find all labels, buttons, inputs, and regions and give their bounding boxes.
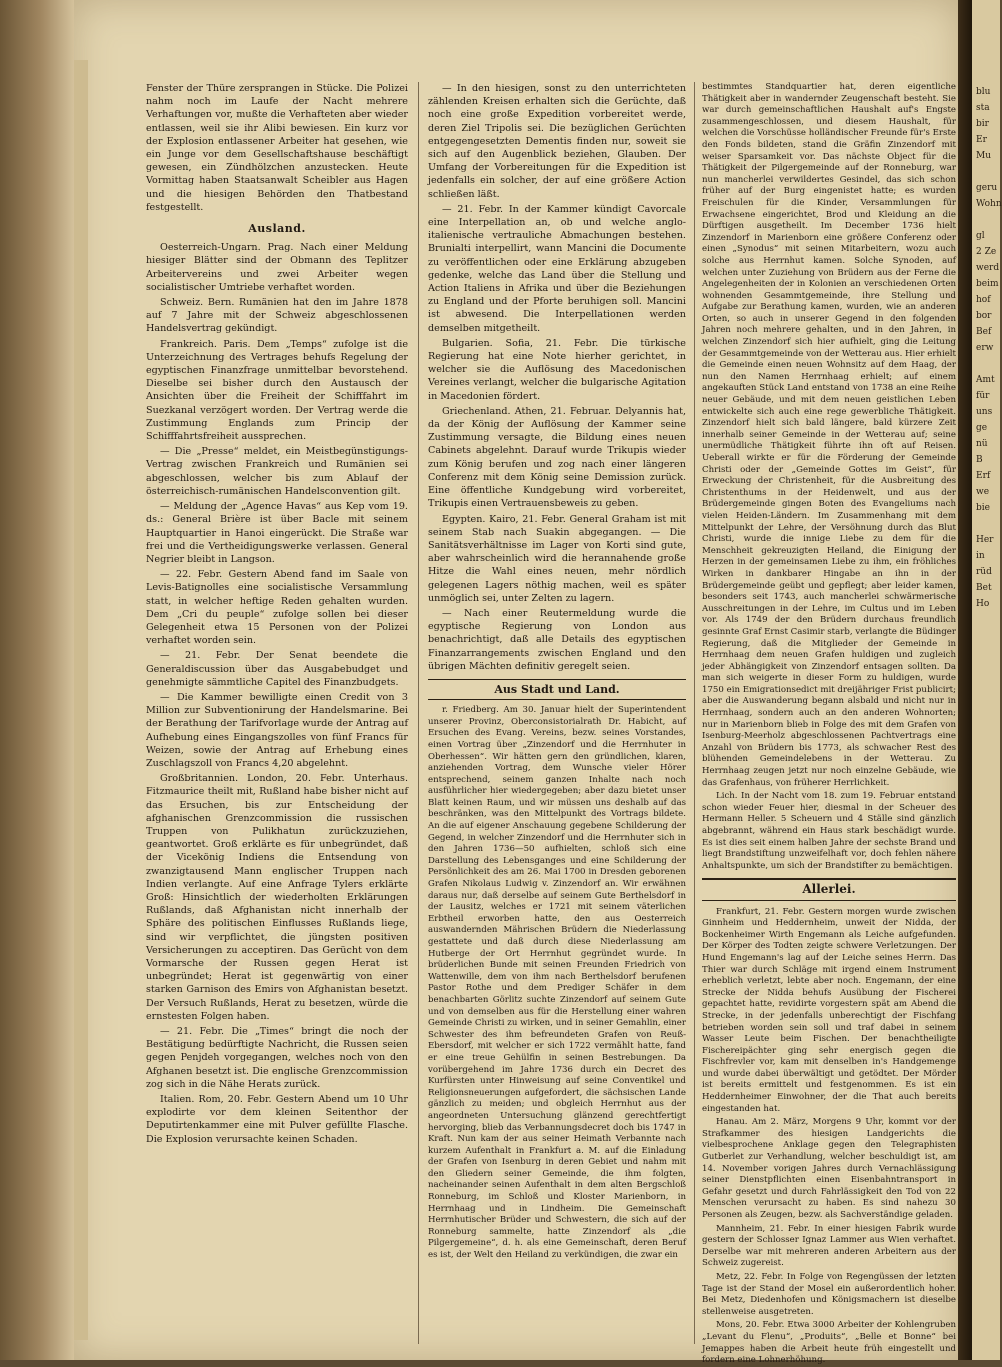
article-paragraph: bestimmtes Standquartier hat, deren eigentliche Thätigkeit aber in wandernder Zeugenschaft besteht. Sie war durch gemeinschaftlichen Haushalt auf's Engste zusammengeschlossen, und diesem Haushalt, für welchen die Vorschüsse holländischer Freunde für's Erste den Fonds bildeten, stand die Gräfin Zinzendorf mit weiser Sparsamkeit vor. Das nächste Object für die Thätigkeit der Pilgergemeinde auf der Ronneburg, war nun mancherlei verwildertes Gesindel, das sich schon früher auf der Burg eingenistet hatte; es wurden Freischulen für die Kinder, Versammlungen für Erwachsene eingerichtet, Brod und Kleidung an die Dürftigen ausgetheilt. Im December 1736 hielt Zinzendorf in Marienborn eine größere Conferenz oder einen „Synodus“ mit seinen Mitarbeitern, wozu auch solche aus Herrnhut kamen. Solche Synoden, auf welchen unter Zuziehung von Brüdern aus der Ferne die Angelegenheiten der in Kolonien an verschiedenen Orten wohnenden Gesammtgemeinde, ihre Stellung und Aufgabe zur Berathung kamen, wurden, wie an anderen Orten, so auch in unserer Gegend in den folgenden Jahren noch mehrere gehalten, und in den Jahren, in welchen Zinzendorf sich hier aufhielt, ging die Leitung der Gesammtgemeinde von der Wetterau aus. Hier erhielt die Gemeinde einen neuen Wohnsitz auf dem Haag, der nun den Namen Herrnhaag erhielt; auf einem angekauften Stück Land entstand von 1738 an eine Reihe neuer Gebäude, und mit dem neuen geistlichen Leben entwickelte sich auch eine rege gewerbliche Thätigkeit. Zinzendorf hielt sich bald längere, bald kürzere Zeit innerhalb seiner Gemeinde in der Wetterau auf; seine unermüdliche Thätigkeit führte ihn oft auf Reisen. Ueberall wirkte er für die Förderung der Gemeinde Christi oder der „Gemeinde Gottes im Geist“, für Erweckung der Christenheit, für die Ausbreitung des Christenthums in der Heidenwelt, und aus der Brüdergemeinde gingen Boten des Evangeliums nach vielen Heiden-Ländern. Im Zusammenhang mit dem Mittelpunkt der Lehre, der Versöhnung durch das Blut Christi, wurde die innige Liebe zu dem für die Menschheit gekreuzigten Heiland, die Einigung der Herzen in der gemeinsamen Liebe zu ihm, ein fröhliches Wirken in dankbarer Hingabe an ihn in der Brüdergemeinde geübt und gepflegt; aber leider kamen, besonders seit 1743, auch mancherlei schwärmerische Ausschreitungen in der Lehre, im Cultus und im Leben vor. Als 1749 der den Brüdern durchaus freundlich gesinnte Graf Ernst Casimir starb, verlangte die Büdinger Regierung, daß die Mitglieder der Gemeinde in Herrnhaag dem neuen Grafen huldigen und zugleich jeder Abhängigkeit von Zinzendorf entsagen sollten. Da man sich weigerte in dieser Form zu huldigen, wurde 1750 ein Emigrationsedict mit dreijähriger Frist publicirt; aber die Auswanderung begann alsbald und nicht nur in Herrnhaag, sondern auch an den anderen Wohnorten; nur in Marienborn blieb in Folge des mit dem Grafen von Isenburg-Meerholz abgeschlossenen Pachtvertrags eine Anzahl von Brüdern bis 1773, als schwacher Rest des blühenden Gemeindelebens in der Wetterau. Zu Herrnhaag zeugen jetzt nur noch einzelne Gebäude, wie das Grafenhaus, von früherer Herrlichkeit. [702,82,956,788]
article-paragraph: Metz, 22. Febr. In Folge von Regengüssen der letzten Tage ist der Stand der Mosel ein außerordentlich hoher. Bei Metz, Diedenhofen und Königsmachern ist dieselbe stellenweise ausgetreten. [702,1271,956,1317]
article-paragraph: Mons, 20. Febr. Etwa 3000 Arbeiter der Kohlengruben „Levant du Flenu“, „Produits“, „Belle et Bonne“ bei Jemappes haben die Arbeit heute früh eingestellt und fordern eine Lohnerhöhung. [702,1320,956,1366]
book-spine [0,0,74,1360]
article-paragraph: Bulgarien. Sofia, 21. Febr. Die türkische Regierung hat eine Note hierher gerichtet, in welcher sie die Auflösung des Macedonischen Vereines verlangt, welcher die bulgarische Agitation in Macedonien fördert. [428,337,686,402]
article-paragraph: — Die Kammer bewilligte einen Credit von 3 Million zur Subventionirung der Handelsmarine. Bei der Berathung der Tarifvorlage wurde der Antrag auf Aufhebung eines Eingangszolles von fünf Francs für Weizen, sowie der Antrag auf Erhebung eines Zuschlagszoll von Francs 4,20 abgelehnt. [146,691,408,769]
article-paragraph: Lich. In der Nacht vom 18. zum 19. Februar entstand schon wieder Feuer hier, diesmal in der Scheuer des Hermann Heller. 5 Scheuern und 4 Ställe sind gänzlich abgebrannt, während ein Haus stark beschädigt wurde. Es ist dies seit einem halben Jahre der sechste Brand und liegt Brandstiftung unzweifelhaft vor, doch fehlen nähere Anhaltspunkte, um sich der Brandstifter zu bemächtigen. [702,791,956,871]
column-divider [418,82,419,1344]
column-1 [146,82,408,1344]
article-paragraph: Griechenland. Athen, 21. Februar. Delyannis hat, da der König der Auflösung der Kammer seine Zustimmung versagte, die Bildung eines neuen Cabinets abgelehnt. Darauf wurde Trikupis wieder zum König berufen und zog nach einer längeren Conferenz mit dem König seine Demission zurück. Eine öffentliche Kundgebung wird vorbereitet, Trikupis einen Vertrauensbeweis zu geben. [428,405,686,510]
article-paragraph: — 22. Febr. Gestern Abend fand im Saale von Levis-Batignolles eine socialistische Versammlung statt, in welcher heftige Reden gehalten wurden. Dem „Cri du peuple“ zufolge sollen bei dieser Gelegenheit etwa 15 Personen von der Polizei verhaftet worden sein. [146,569,408,647]
article-paragraph: r. Friedberg. Am 30. Januar hielt der Superintendent unserer Provinz, Oberconsistorialrath Dr. Habicht, auf Ersuchen des Evang. Vereins, bezw. seines Vorstandes, einen Vortrag über „Zinzendorf und die Herrnhuter in Oberhessen“. Wir hätten gern den gründlichen, klaren, anziehenden Vortrag, dem Wunsche vieler Hörer entsprechend, seinem ganzen Inhalte nach noch ausführlicher hier wiedergegeben; aber dazu bietet unser Blatt keinen Raum, und wir müssen uns deshalb auf das beschränken, was den Mittelpunkt des Vortrags bildete. An die auf eigener Anschauung gegebene Schilderung der Gegend, in welcher Zinzendorf und die Herrnhuter sich in den Jahren 1736—50 aufhielten, schloß sich eine Darstellung des Lebensganges und eine Schilderung der Persönlichkeit des am 26. Mai 1700 in Dresden geborenen Grafen Nikolaus Ludwig v. Zinzendorf an. Wir erwähnen daraus nur, daß derselbe auf seinem Gute Berthelsdorf in der Lausitz, welches er 1721 mit seinem väterlichen Erbtheil erworben hatte, den aus Oesterreich auswandernden Mährischen Brüdern die Niederlassung gestattete und daß durch diese Niederlassung am Hutberge der Ort Herrnhut gegründet wurde. In brüderlichen Bunde mit seinen Freunden Friedrich von Wattenwille, dem von ihm nach Berthelsdorf berufenen Pastor Rothe und dem Prediger Schäfer in dem benachbarten Görlitz suchte Zinzendorf auf seinem Gute und von demselben aus für die Herstellung einer wahren Gemeinde Christi zu wirken, und in seiner Gemahlin, einer Schwester des ihm befreundeten Grafen von Reuß-Ebersdorf, mit welcher er sich 1722 vermählt hatte, fand er eine treue Gehülfin in seinen Bestrebungen. Da vorübergehend im Jahre 1736 durch ein Decret des Kurfürsten unter Hinweisung auf seine Conventikel und Religionsneuerungen aufgefordert, die sächsischen Lande gänzlich zu meiden; und obgleich Herrnhut aus der angeordneten Untersuchung glänzend gerechtfertigt hervorging, blieb das Verbannungsdecret doch bis 1747 in Kraft. Nun kam der aus seiner Heimath Verbannte nach kurzem Aufenthalt in Frankfurt a. M. auf die Einladung der Grafen von Isenburg in deren Gebiet und nahm mit den Gliedern seiner Gemeinde, die ihm folgten, nacheinander seinen Aufenthalt in dem alten Bergschloß Ronneburg, im Schloß und Kloster Marienborn, in Herrnhaag und in Lindheim. Die Gemeinschaft Herrnhutischer Brüder und Schwestern, die sich auf der Ronneburg sammelte, hatte Zinzendorf als „die Pilgergemeine“, d. h. als eine Gemeinschaft, deren Beruf es ist, der Welt den Heiland zu verkündigen, die zwar ein [428,705,686,1261]
page-margin [74,60,88,1340]
article-paragraph: Mannheim, 21. Febr. In einer hiesigen Fabrik wurde gestern der Schlosser Ignaz Lammer aus Wien verhaftet. Derselbe war mit mehreren anderen Arbeitern aus der Schweiz zugereist. [702,1223,956,1269]
article-paragraph: — 21. Febr. Der Senat beendete die Generaldiscussion über das Ausgabebudget und genehmigte sämmtliche Capitel des Finanzbudgets. [146,650,408,688]
article-paragraph: — Meldung der „Agence Havas“ aus Kep vom 19. ds.: General Brière ist über Bacle mit seinem Hauptquartier in Hanoi eingerückt. Die Straße war frei und die Vertheidigungswerke verlassen. General Negrier bleibt in Langson. [146,501,408,565]
article-paragraph: — Die „Presse“ meldet, ein Meistbegünstigungs-Vertrag zwischen Frankreich und Rumänien sei abgeschlossen, welcher bis zum Ablauf der österreichisch-rumänischen Handelsconvention gilt. [146,446,408,497]
article-paragraph: Frankreich. Paris. Dem „Temps“ zufolge ist die Unterzeichnung des Vertrages behufs Regelung der egyptischen Finanzfrage unmittelbar bevorstehend. Dieselbe sei bisher durch den Austausch der Ansichten über die Freiheit der Schifffahrt im Suezkanal verzögert worden. Der Vertrag werde die Zustimmung Englands zum Princip der Schifffahrtsfreiheit aussprechen. [146,338,408,443]
article-paragraph: Großbritannien. London, 20. Febr. Unterhaus. Fitzmaurice theilt mit, Rußland habe bisher nicht auf das Ersuchen, bis zur Entscheidung der afghanischen Grenzcommission die russischen Truppen von Pulikhatun zurückzuziehen, geantwortet. Groß erklärte es für unbegründet, daß der Vicekönig Indiens die Entsendung von zwanzigtausend Mann englischer Truppen nach Indien verlangte. Auf eine Anfrage Tylers erklärte Groß: Hinsichtlich der wiederholten Erklärungen Rußlands, daß Afghanistan nicht innerhalb der Sphäre des politischen Einflusses Rußlands liege, sind wir verpflichtet, die jüngsten positiven Versicherungen zu acceptiren. Das Gerücht von dem Vormarsche der Russen gegen Herat ist unbegründet; Herat ist gegenwärtig von einer starken Garnison des Emirs von Afghanistan besetzt. Der Versuch Rußlands, Herat zu besetzen, würde die ernstesten Folgen haben. [146,773,408,1022]
article-paragraph: — Nach einer Reutermeldung wurde die egyptische Regierung von London aus benachrichtigt, daß alle Details des egyptischen Finanzarrangements zwischen England und den übrigen Mächten definitiv geregelt seien. [428,607,686,672]
column-divider [694,82,695,1344]
article-paragraph: Hanau. Am 2. März, Morgens 9 Uhr, kommt vor der Strafkammer des hiesigen Landgerichts die vielbesprochene Anklage gegen den Telegraphisten Gutberlet zur Verhandlung, welcher beschuldigt ist, am 14. November vorigen Jahres durch Vernachlässigung seiner Dienstpflichten einen Eisenbahntransport in Gefahr gesetzt und durch Fahrlässigkeit den Tod von 22 Menschen verursacht zu haben. Es sind nahezu 30 Personen als Zeugen, bezw. als Sachverständige geladen. [702,1117,956,1221]
article-paragraph: Egypten. Kairo, 21. Febr. General Graham ist mit seinem Stab nach Suakin abgegangen. — Die Sanitätsverhältnisse im Lager von Korti sind gute, aber wahrscheinlich wird die herannahende große Hitze die Wahl eines neuen, mehr nördlich gelegenen Lagers nöthig machen, weil es später unmöglich sei, unter Zelten zu lagern. [428,513,686,604]
section-heading-allerlei: Allerlei. [702,878,956,900]
article-paragraph: Fenster der Thüre zersprangen in Stücke. Die Polizei nahm noch im Laufe der Nacht mehrere Verhaftungen vor, mußte die Verhafteten aber wieder entlassen, weil sie ihr Alibi bewiesen. Ein kurz vor der Explosion entlassener Arbeiter hat gesehen, wie ein Junge vor dem Gesellschaftshause beschäftigt gewesen, ein Zündhölzchen anzustecken. Heute Vormittag haben Staatsanwalt Scheibler aus Hagen und die hiesigen Behörden den Thatbestand festgestellt. [146,83,408,213]
article-paragraph: Italien. Rom, 20. Febr. Gestern Abend um 10 Uhr explodirte vor dem kleinen Seitenthor der Deputirtenkammer eine mit Pulver gefüllte Flasche. Die Explosion verursachte keinen Schaden. [146,1094,408,1145]
article-paragraph: Frankfurt, 21. Febr. Gestern morgen wurde zwischen Ginnheim und Heddernheim, unweit der Nidda, der Bockenheimer Wirth Engemann als Leiche aufgefunden. Der Körper des Todten zeigte schwere Verletzungen. Der Hund Engemann's lag auf der Leiche seines Herrn. Das Thier war durch Schläge mit irgend einem Instrument erheblich verletzt, lebte aber noch. Engemann, der eine Strecke der Nidda behufs Ausübung der Fischerei gepachtet hatte, revidirte vorgestern spät am Abend die Strecke, in der jedenfalls unberechtigt der Fischfang betrieben worden sein soll und traf dabei in seinem Wasser Leute beim Fischen. Der benachtheiligte Fischereipächter ging sehr energisch gegen die Fischfrevler vor, kam mit denselben in's Handgemenge und wurde dabei überwältigt und getödtet. Der Mörder ist bereits ermittelt und festgenommen. Es ist ein Heddernheimer Einwohner, der die That auch bereits eingestanden hat. [702,906,956,1114]
article-paragraph: Schweiz. Bern. Rumänien hat den im Jahre 1878 auf 7 Jahre mit der Schweiz abgeschlossenen Handelsvertrag gekündigt. [146,297,408,335]
section-heading-stadt-und-land: Aus Stadt und Land. [428,679,686,700]
column-2 [428,82,686,1344]
section-heading-ausland: Ausland. [248,222,306,236]
article-paragraph: — 21. Febr. In der Kammer kündigt Cavorcale eine Interpellation an, ob und welche anglo-italienische vertrauliche Abmachungen bestehen. Brunialti interpellirt, wann Mancini die Documente zu veröffentlichen oder eine Erklärung abzugeben gedenke, welche das Land über die Stellung und Action Italiens in Afrika und über die Beziehungen zu England und der Pforte beruhigen soll. Mancini ist abwesend. Die Interpellationen werden demselben mitgetheilt. [428,203,686,334]
article-paragraph: — In den hiesigen, sonst zu den unterrichteten zählenden Kreisen erhalten sich die Gerüchte, daß noch eine große Expedition vorbereitet werde, deren Ziel Tripolis sei. Die bezüglichen Gerüchten entgegengesetzten Dementis finden nur, soweit sie sich auf den Augenblick beziehen, Glauben. Der Umfang der Vorbereitungen für die Expedition ist jedenfalls ein solcher, der auf eine größere Action schließen läßt. [428,83,686,200]
article-paragraph: Oesterreich-Ungarn. Prag. Nach einer Meldung hiesiger Blätter sind der Obmann des Teplitzer Arbeitervereins und zwei Arbeiter wegen socialistischer Umtriebe verhaftet worden. [146,242,408,293]
column-3 [702,82,956,1366]
adjacent-page-edge [972,0,1000,1360]
book-gutter [958,0,972,1360]
adjacent-page-text: blu sta bir Er Mu geru Wohn gl 2 Ze werd beim hof bor Bef erw Amt für uns ge nü B Erf we bie Her in rüd Bet Ho [976,87,1002,609]
article-paragraph: — 21. Febr. Die „Times“ bringt die noch der Bestätigung bedürftigte Nachricht, die Russen seien gegen Penjdeh vorgegangen, welches noch von den Afghanen besetzt ist. Die englische Grenzcommission zog sich in die Nähe Herats zurück. [146,1026,408,1090]
